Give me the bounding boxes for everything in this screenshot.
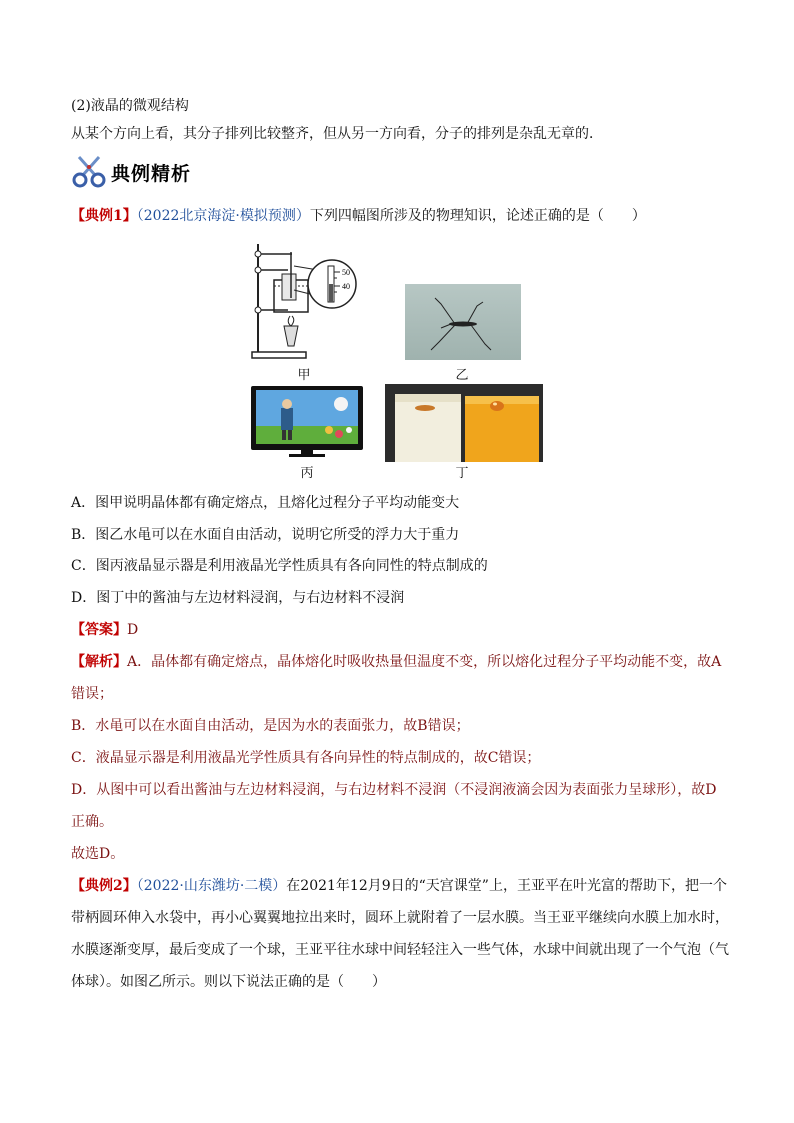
intro-text: 从某个方向上看，其分子排列比较整齐，但从另一方向看，分子的排列是杂乱无章的． [71, 126, 603, 142]
figure-bing-lcd-monitor [251, 386, 363, 458]
caption-ding: 丁 [455, 466, 469, 481]
analysis-line-5: D．从图中可以看出酱油与左边材料浸润，与右边材料不浸润（不浸润液滴会因为表面张力呈球形），故D [71, 782, 717, 798]
thermometer-mark-40: 40 [342, 282, 350, 291]
analysis-label: 【解析】 [71, 654, 127, 670]
analysis-line-4: C．液晶显示器是利用液晶光学性质具有各向异性的特点制成的，故C错误； [71, 750, 541, 766]
example2-line-1: 【典例2】（2022·山东潍坊·二模）在2021年12月9日的“天宫课堂”上，王亚平在叶光富的帮助下，把一个 [71, 878, 727, 894]
example1-label: 【典例1】 [71, 208, 137, 224]
caption-yi: 乙 [455, 368, 469, 383]
option-b: B．图乙水黾可以在水面自由活动，说明它所受的浮力大于重力 [71, 527, 460, 543]
scissors-icon [71, 153, 107, 189]
option-c: C．图丙液晶显示器是利用液晶光学性质具有各向同性的特点制成的 [71, 558, 488, 574]
example2-line-3: 水膜逐渐变厚，最后变成了一个球，王亚平往水球中间轻轻注入一些气体，水球中间就出现了一个气泡（气 [71, 942, 729, 958]
section-title: 典例精析 [111, 163, 192, 185]
answer-line [71, 620, 138, 640]
figure-jia-apparatus [248, 240, 360, 364]
example2-line-4: 体球）。如图乙所示。则以下说法正确的是（ ） [71, 974, 386, 990]
analysis-line-1: 【解析】A．晶体都有确定熔点，晶体熔化时吸收热量但温度不变，所以熔化过程分子平均动能不变，故A [71, 654, 722, 670]
answer-label: 【答案】 [71, 622, 127, 638]
answer-value: D [127, 622, 139, 638]
option-d: D．图丁中的酱油与左边材料浸润，与右边材料不浸润 [71, 590, 405, 606]
analysis-line-3: B．水黾可以在水面自由活动，是因为水的表面张力，故B错误； [71, 718, 470, 734]
example1-source: （2022北京海淀·模拟预测） [136, 208, 310, 224]
option-a: A．图甲说明晶体都有确定熔点，且熔化过程分子平均动能变大 [71, 495, 460, 511]
analysis-line-2: 错误； [71, 686, 113, 702]
figure-ding-droplets [385, 384, 543, 462]
figure-yi-water-strider [405, 284, 521, 360]
subheading: (2)液晶的微观结构 [71, 98, 189, 114]
example2-source: （2022·山东潍坊·二模） [136, 878, 287, 894]
analysis-line-6: 正确。 [71, 814, 113, 830]
example1-stem: 下列四幅图所涉及的物理知识，论述正确的是（ ） [309, 208, 646, 224]
caption-bing: 丙 [300, 466, 314, 481]
example2-line-2: 带柄圆环伸入水袋中，再小心翼翼地拉出来时，圆环上就附着了一层水膜。当王亚平继续向水膜上加水时， [71, 910, 729, 926]
thermometer-mark-50: 50 [342, 268, 350, 277]
conclusion: 故选D。 [71, 846, 125, 862]
example1-question [71, 206, 646, 226]
example2-label: 【典例2】 [71, 878, 137, 894]
caption-jia: 甲 [297, 368, 311, 383]
